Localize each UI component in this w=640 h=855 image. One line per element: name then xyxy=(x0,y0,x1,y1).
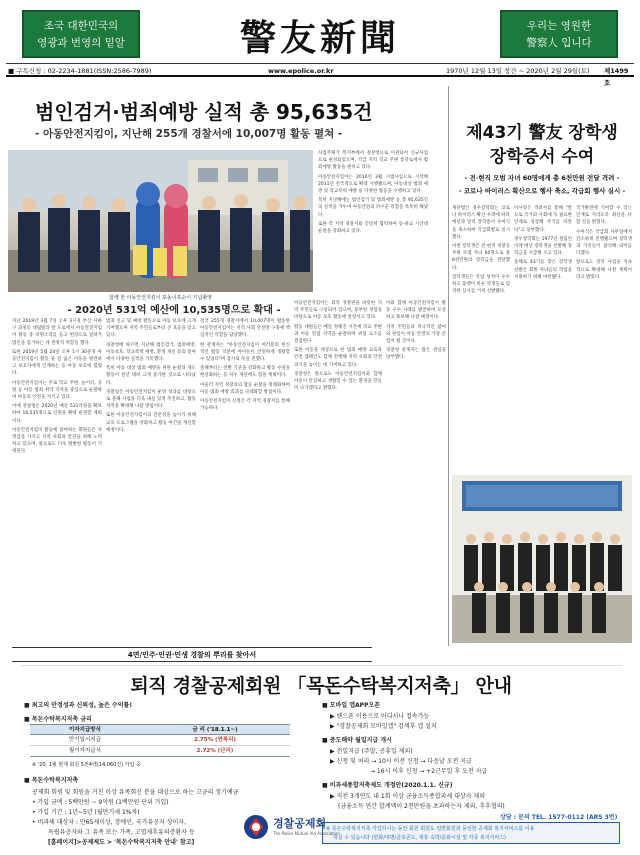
masthead-right-line-2: 警察人 입니다 xyxy=(526,37,592,49)
article-column-3: 전국 255개 경찰서에서 10,007명이 활동한 아동안전지킴이는 지역 사회 안전망 구축에 핵심적인 역할을 담당했다. 한 관계자는 "아동안전지킴이 여러분의 헌신적인 활동 덕분에 아이들이 안전하게 생활할 수 있었다"며 감사의 뜻을 전했다. 올해부터는 선발 기준을 강화하고 활동 수당을 현실화하는 등 처우 개선에도 힘쓸 계획이다. 아울러 지역 경찰과의 합동 순찰을 정례화하여 아동 범죄 예방 효과를 극대화할 방침이다. 아동안전지킴이 신청은 각 지역 경찰서를 통해 가능하다. xyxy=(200,319,290,412)
termination-line-3: → 16시 이후 신청 → +2근무일 후 오전 지급 xyxy=(370,768,488,775)
association-emblem-icon xyxy=(243,814,269,840)
app-line-2: ▶ "경찰공제회 모바일앱" 검색후 앱 설치 xyxy=(330,723,437,730)
scholarship-subhead-1: - 전·현직 모범 자녀 60명에게 총 6천만원 전달 격려 - xyxy=(464,174,620,182)
ad-point-tax: ■ 비과세종합저축제도 개정안(2020.1.1. 신규) xyxy=(322,782,453,789)
scholarship-column-2: 이사장은 격려사를 통해 "앞으로 국가와 사회에 꼭 필요한 인재로 성장해 주기를 바란다"고 당부했다. 경우장학회는 1977년 설립된 이래 매년 장학생을 선발해 장학금을 지급해 오고 있다. 올해로 43기를 맞은 장학생 선발은 회원 자녀들의 학업을 지원하기 위해 마련됐다. xyxy=(514,206,572,280)
ad-point-savings: ■ 목돈수탁복지저축 xyxy=(24,777,79,784)
notice-line-2: 하실 수 있습니다 (한화/대명/금호콘도, 제휴 숙박/문화시설 및 각종 복지서비스) xyxy=(333,835,506,841)
masthead-right-box xyxy=(500,10,618,58)
scholarship-headline-2: 장학증서 수여 xyxy=(489,147,595,167)
interest-rate-table xyxy=(30,724,290,757)
termination-line-2: ▶ 신청 및 처리 → 10시 이전 신청 → 다음날 오전 지급 xyxy=(330,758,472,765)
website-link[interactable]: www.epolice.or.kr xyxy=(268,67,334,75)
masthead-right-line-1: 우리는 영원한 xyxy=(526,20,592,32)
ad-divider xyxy=(20,665,622,666)
table-row xyxy=(30,735,290,746)
scholarship-column-3: 국가발전에 기여할 수 있는 인재로 자라도록 최선을 다할 것을 밝혔다. 수여식은 각급회 사무실에서 간소하게 진행됐으며 장학생과 가족들이 참석해 의미를 더했다. 앞으로도 장학 사업을 지속적으로 확대해 나갈 계획이라고 밝혔다. xyxy=(576,206,632,280)
rate-header-method: 이자지급방식 xyxy=(69,727,101,733)
tax-line-2: (금융소득 연간 합계액이 2천만원을 초과하는자 제외, 추후협의) xyxy=(338,803,505,810)
notice-line-1: ※ 목돈수탁복지저축 가입하시는 동안 회원 회원도 일반회원과 동일한 공제회 복지서비스를 이용 xyxy=(326,826,535,832)
article-column-5: 이와 함께 아동안전지킴이 활동 우수 사례를 발굴하여 포상하고 홍보해 나갈 예정이다. 지역 주민들의 적극적인 참여와 관심이 아동 안전의 가장 큰 힘이 될 것이다. 경찰청 관계자는 많은 관심을 당부했다. xyxy=(386,301,446,361)
main-headline: 범인검거·범죄예방 실적 총 95,635건 xyxy=(35,100,373,124)
rate-value-cell: 2.75% (연복리) xyxy=(194,737,236,743)
rate-table-header xyxy=(30,724,290,735)
article-column-top-right: 사업주체가 복지부에서 경찰청으로 이관되어 신규사업으로 편성되었으며, 각급 지역 학교 주변 통학로에서 범죄예방 활동을 펼치고 있다. 아동안전지킴이는 2010년 3월 시범사업으로 시작해 2011년 전국적으로 확대 시행됐으며, 아동대상 범죄 예방 및 학교폭력 예방 등 다양한 활동을 수행하고 있다. 특히 지난해에는 범인검거 및 범죄예방 등 총 95,635건의 실적을 거두며 아동안전의 파수꾼 역할을 톡톡히 해냈다. 또한 각 지역 경찰서와 긴밀히 협력하여 등·하교 시간대 순찰을 강화하고 있다. xyxy=(318,151,428,235)
budget-subhead: - 2020년 531억 예산에 10,535명으로 확대 - xyxy=(67,305,281,316)
rate-table-note: ※ '20. 1월 현재 회원 5천4백(14,060건) 가입 중 xyxy=(32,762,141,768)
main-subhead: - 아동안전지킴이, 지난해 255개 경찰서에 10,007명 활동 펼쳐 - xyxy=(35,128,343,140)
savings-desc-2: • 가입 금액 : 5백만원 ~ 9억원 (1백만원 단위 가입) xyxy=(32,799,169,806)
tax-line-1: ▶ 직전 3개연도 내 1회 이상 금융소득종합과세 대상자 제외 xyxy=(330,793,486,800)
savings-desc-1: 공제회 회원 및 회원을 거친 이상 유족회신 분을 대상으로 하는 고금리 정기예금 xyxy=(32,789,239,796)
savings-desc-3: • 가입 기간 : 1년~5년 (월만기세 1%차) xyxy=(32,809,140,816)
masthead-left-line-2: 영광과 번영의 밑알 xyxy=(37,37,125,49)
article-column-1: 지난 2019년 3월 7일 오후 3시경 부산 사하구 괴정동 대림빌라 앞 도로에서 아동안전지킴이 활동 중 비명소리를 듣고 현장으로 달려가 범인을 검거하는 데 결정적 역할을 했다. 또한 2019년 5월 24일 오후 1시 30분경 아동안전지킴이 활동 중 길 잃은 아동을 발견하고 보호자에게 인계하는 등 아동 보호에 힘썼다. 아동안전지킴이는 주로 학교 주변, 놀이터, 공원 등 아동 범죄 취약 지역을 중심으로 순찰하며 아동의 안전을 지키고 있다. 이에 경찰청은 2020년 예산 531억원을 확보하여 10,535명으로 인원을 확대 운영할 계획이다. 아동안전지킴이 활동에 참여하는 회원들은 사명감을 가지고 지역 사회의 안전을 위해 노력하고 있으며, 앞으로도 더욱 활발한 활동이 기대된다. xyxy=(12,319,102,455)
savings-desc-4: • 비과세 대상자 : 만65세이상, 장애인, 국가유공자 상이자, xyxy=(32,819,186,826)
masthead-left-box xyxy=(22,10,140,58)
scholarship-headline-1: 제43기 警友 장학생 xyxy=(466,123,618,143)
rate-method-cell: 월이자지급식 xyxy=(69,748,101,754)
rate-value-cell: 2.72% (단리) xyxy=(196,748,234,754)
article-column-4: 아동안전지킴이는 퇴직 경찰관을 비롯한 지역 주민들로 구성되어 있으며, 풍부한 경험을 바탕으로 아동 보호 활동에 앞장서고 있다. 활동 대원들은 매일 정해진 시간에 학교 주변과 아동 밀집 지역을 순찰하며 위험 요소를 점검한다. 또한 아동을 대상으로 한 범죄 예방 교육과 안전 캠페인도 함께 진행해 지역 사회의 안전 의식을 높이는 데 기여하고 있다. 경찰청은 앞으로도 아동안전지킴이와 함께 아동이 안심하고 생활할 수 있는 환경을 만들어 나가겠다고 밝혔다. xyxy=(294,301,382,392)
issue-number: 제1499호 xyxy=(604,67,629,87)
masthead-left-line-1: 조국 대한민국의 xyxy=(43,20,119,32)
app-line-1: ▶ 핸드폰 이용으로 어디서나 접속가능 xyxy=(330,713,430,720)
ad-point-stability: ■ 최고의 안정성과 신뢰성, 높은 수익률! xyxy=(24,702,133,709)
scholarship-subhead-2: - 코로나 바이러스 확산으로 행사 축소, 각급회 행사 실시 - xyxy=(458,187,626,195)
termination-line-1: ▶ 전일지급 (주말, 공휴일 제외) xyxy=(330,748,413,755)
savings-desc-5: 독립유공자와 그 유족 또는 가족, 고엽제후유의증환자 등 xyxy=(48,829,195,836)
section-footer-bar: 4면/민주·인권·민생 경찰의 뿌리를 찾아서 xyxy=(12,647,372,662)
savings-desc-6: [홈페이지]>공제제도 > '목돈수탁복지저축 안내' 참고] xyxy=(48,839,195,846)
publish-dates: 1970년 12월 13일 창간 ~ 2020년 2월 29일(토) xyxy=(446,67,590,75)
scholarship-column-1: 재단법인 경우장학회는 코로나 바이러스 확산 우려에 따라 예년과 달리 장학증서 수여식을 축소하여 각급회별로 실시했다. 이번 장학생은 전·현직 경찰공무원 모범 자녀 60명으로 총 6천만원의 장학금을 전달했다. 장학생들은 학업 성적이 우수하고 품행이 바른 학생들로 엄격한 심사를 거쳐 선발됐다. xyxy=(452,206,510,295)
ad-point-interest: ■ 목돈수탁복지저축 금리 xyxy=(24,716,92,723)
notice-box xyxy=(322,822,620,844)
subscription-info: ■ 구독신청 : 02-2234-1881(ISSN:2586-7989) xyxy=(8,67,152,75)
newspaper-title: 警友新聞 xyxy=(239,17,400,59)
article-column-2: 범죄 신고 및 예방 활동으로 아동 보호에 크게 기여했으며 지역 주민들로부터 큰 호응을 얻고 있다. 경찰청에 따르면 지난해 범인검거, 범죄예방, 아동보호, 학교폭력 예방, 환경 개선 등의 분야에서 다양한 실적을 기록했다. 특히 아동 대상 범죄 예방을 위한 순찰과 계도 활동이 전년 대비 크게 증가한 것으로 나타났다. 경찰청은 아동안전지킴이 운영 성과를 바탕으로 올해 사업을 더욱 내실 있게 추진하고, 활동 지역을 확대해 나갈 방침이다. 또한 아동안전지킴이의 전문성을 높이기 위해 교육 프로그램을 강화하고 활동 여건을 개선할 예정이다. xyxy=(106,319,196,433)
group-photo xyxy=(8,150,313,292)
table-row xyxy=(30,746,290,757)
scholarship-group-photo xyxy=(452,475,632,643)
rate-header-rate: 금 리 ('18.1.1~) xyxy=(192,727,238,733)
info-bar xyxy=(6,63,634,87)
ad-point-termination: ■ 중도해약 월일지급 개시 xyxy=(322,737,392,744)
logo-subtitle: The Police Mutual Aid Association xyxy=(273,831,340,836)
photo-caption: 함께 한 아동안전지킴이 포돌이포순이 기념촬영 xyxy=(109,295,212,301)
association-logo xyxy=(243,812,353,848)
rate-method-cell: 만기일시지급 xyxy=(69,737,101,743)
logo-name: 경찰공제회 xyxy=(273,817,327,830)
ad-banner-title: 퇴직 경찰공제회원 「목돈수탁복지저축」 안내 xyxy=(130,675,512,697)
inquiry-phone: 상담 : 문의 TEL. 1577-0112 (ARS 3번) xyxy=(500,814,618,821)
ad-point-app: ■ 모바일 앱APP오픈 xyxy=(322,702,381,709)
